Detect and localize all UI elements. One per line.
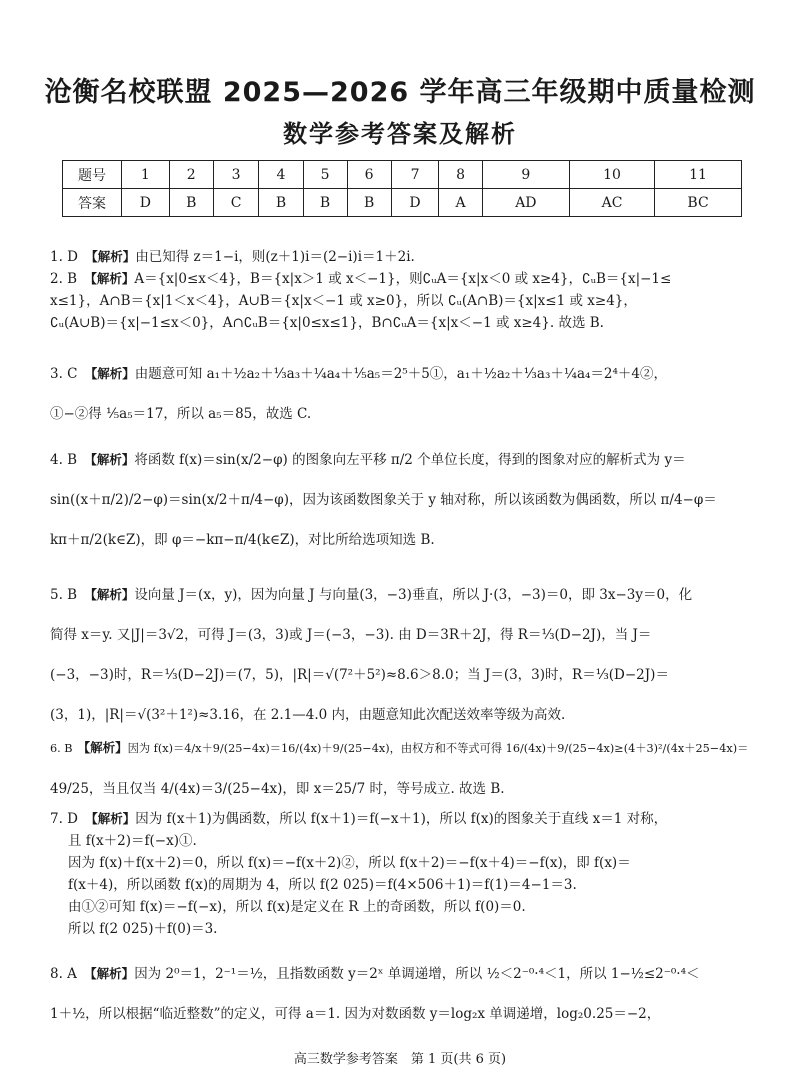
question-number: 2 <box>169 161 213 189</box>
question-number-row <box>63 161 742 189</box>
solution-line: 因为 f(x)＝4/x＋9/(25−4x)＝16/(4x)＋9/(25−4x)，由权方和不等式可得 16/(4x)＋9/(25−4x)≥(4＋3)²/(4x＋25−4x)＝ <box>127 742 749 755</box>
analysis-tag: 【解析】 <box>83 740 128 755</box>
question-number: 9 <box>482 161 569 189</box>
solution-line: 1＋½，所以根据“临近整数”的定义，可得 a＝1. 因为对数函数 y＝log₂x 单调递增，log₂0.25＝−2， <box>50 1006 661 1022</box>
solution-line: 且 f(x＋2)＝f(−x)①. <box>68 833 197 849</box>
solution-line: A＝{x|0≤x＜4}，B＝{x|x＞1 或 x＜−1}，则∁ᵤA＝{x|x＜0 或 x≥4}，∁ᵤB＝{x|−1≤ <box>134 271 672 287</box>
analysis-tag: 【解析】 <box>90 966 135 981</box>
solution-line: ①−②得 ⅕a₅＝17，所以 a₅＝85，故选 C. <box>50 406 312 422</box>
answer-cell: B <box>303 189 347 217</box>
solution-line: 因为 2⁰＝1，2⁻¹＝½，且指数函数 y＝2ˣ 单调递增，所以 ½＜2⁻⁰·⁴＜1，所以 1−½≤2⁻⁰·⁴＜ <box>134 966 700 982</box>
solution-line: 所以 f(2 025)＋f(0)＝3. <box>68 921 218 937</box>
question-number: 7 <box>391 161 439 189</box>
solution-number: 8. A <box>50 966 77 982</box>
question-number: 1 <box>122 161 170 189</box>
answer-cell: B <box>169 189 213 217</box>
answer-cell: C <box>213 189 259 217</box>
solution-line: f(x＋4)，所以函数 f(x)的周期为 4，所以 f(2 025)＝f(4×506＋1)＝f(1)＝4−1＝3. <box>68 877 577 893</box>
solution-1 <box>50 246 760 268</box>
solution-6 <box>50 728 760 809</box>
answer-cell: D <box>391 189 439 217</box>
solution-4 <box>50 440 760 560</box>
solution-8 <box>50 954 760 1034</box>
solution-7 <box>50 808 760 940</box>
solution-number: 6. B <box>50 742 73 755</box>
answer-cell: B <box>259 189 303 217</box>
solution-line: (3，1)，|R|＝√(3²＋1²)≈3.16，在 2.1—4.0 内，由题意知此次配送效率等级为高效. <box>50 707 566 723</box>
solution-line: 由①②可知 f(x)＝−f(−x)，所以 f(x)是定义在 R 上的奇函数，所以 f(0)＝0. <box>68 899 526 915</box>
solution-line: kπ＋π/2(k∈Z)，即 φ＝−kπ−π/4(k∈Z)，对比所给选项知选 B. <box>50 532 435 548</box>
answer-cell: AD <box>482 189 569 217</box>
solution-line: ∁ᵤ(A∪B)＝{x|−1≤x＜0}，A∩∁ᵤB＝{x|0≤x≤1}，B∩∁ᵤA＝{x|x＜−1 或 x≥4}. 故选 B. <box>50 315 604 331</box>
question-number: 10 <box>569 161 654 189</box>
solution-line: (−3，−3)时，R＝⅓(D−2J)＝(7，5)，|R|＝√(7²＋5²)≈8.6＞8.0；当 J＝(3，3)时，R＝⅓(D−2J)＝ <box>50 667 669 683</box>
solution-line: 由题意可知 a₁＋½a₂＋⅓a₃＋¼a₄＋⅕a₅＝2⁵＋5①，a₁＋½a₂＋⅓a₃＋¼a₄＝2⁴＋4②， <box>134 366 667 382</box>
row-label: 答案 <box>63 189 122 217</box>
solution-line: 49/25，当且仅当 4/(4x)＝3/(25−4x)，即 x＝25/7 时，等号成立. 故选 B. <box>50 781 505 797</box>
page-footer: 高三数学参考答案 第 1 页(共 6 页) <box>293 1052 507 1067</box>
solution-line: 由已知得 z＝1−i，则(z＋1)i＝(2−i)i＝1＋2i. <box>135 249 415 265</box>
question-number: 8 <box>439 161 482 189</box>
analysis-tag: 【解析】 <box>91 811 136 826</box>
solution-number: 5. B <box>50 587 78 603</box>
solution-line: 简得 x＝y. 又|J|＝3√2，可得 J＝(3，3)或 J＝(−3，−3). 由 D＝3R＋2J，得 R＝⅓(D−2J)，当 J＝ <box>50 627 652 643</box>
answer-cell: BC <box>655 189 742 217</box>
analysis-tag: 【解析】 <box>91 366 135 381</box>
solution-number: 1. D <box>50 249 78 265</box>
solution-5 <box>50 575 760 735</box>
solution-number: 3. C <box>50 366 78 382</box>
solution-line: sin((x＋π/2)/2−φ)＝sin(x/2＋π/4−φ)，因为该函数图象关于 y 轴对称，所以该函数为偶函数，所以 π/4−φ＝ <box>50 492 717 508</box>
answer-cell: A <box>439 189 482 217</box>
solution-number: 2. B <box>50 271 78 287</box>
solution-line: 因为 f(x＋1)为偶函数，所以 f(x＋1)＝f(−x＋1)，所以 f(x)的图象关于直线 x＝1 对称， <box>135 811 668 827</box>
question-number: 6 <box>347 161 391 189</box>
question-number: 5 <box>303 161 347 189</box>
page-title: 沧衡名校联盟 2025—2026 学年高三年级期中质量检测 <box>44 77 756 108</box>
question-number: 3 <box>213 161 259 189</box>
solution-number: 7. D <box>50 811 78 827</box>
answer-cell: D <box>122 189 170 217</box>
answer-table <box>62 160 742 217</box>
analysis-tag: 【解析】 <box>90 587 135 602</box>
analysis-tag: 【解析】 <box>90 271 135 286</box>
page-subtitle: 数学参考答案及解析 <box>283 120 517 148</box>
analysis-tag: 【解析】 <box>91 249 136 264</box>
question-number: 4 <box>259 161 303 189</box>
solution-line: 因为 f(x)＋f(x＋2)＝0，所以 f(x)＝−f(x＋2)②，所以 f(x＋2)＝−f(x＋4)＝−f(x)，即 f(x)＝ <box>68 855 631 871</box>
row-label: 题号 <box>63 161 122 189</box>
question-number: 11 <box>655 161 742 189</box>
answer-row <box>63 189 742 217</box>
solution-2 <box>50 268 760 334</box>
answer-cell: AC <box>569 189 654 217</box>
solution-line: x≤1}，A∩B＝{x|1＜x＜4}，A∪B＝{x|x＜−1 或 x≥0}，所以 ∁ᵤ(A∩B)＝{x|x≤1 或 x≥4}， <box>50 293 637 309</box>
solution-line: 设向量 J＝(x，y)，因为向量 J 与向量(3，−3)垂直，所以 J·(3，−3)＝0，即 3x−3y＝0，化 <box>134 587 693 603</box>
answer-cell: B <box>347 189 391 217</box>
solution-number: 4. B <box>50 452 78 468</box>
solution-line: 将函数 f(x)＝sin(x/2−φ) 的图象向左平移 π/2 个单位长度，得到的图象对应的解析式为 y＝ <box>134 452 686 468</box>
solution-3 <box>50 354 760 434</box>
analysis-tag: 【解析】 <box>90 452 135 467</box>
